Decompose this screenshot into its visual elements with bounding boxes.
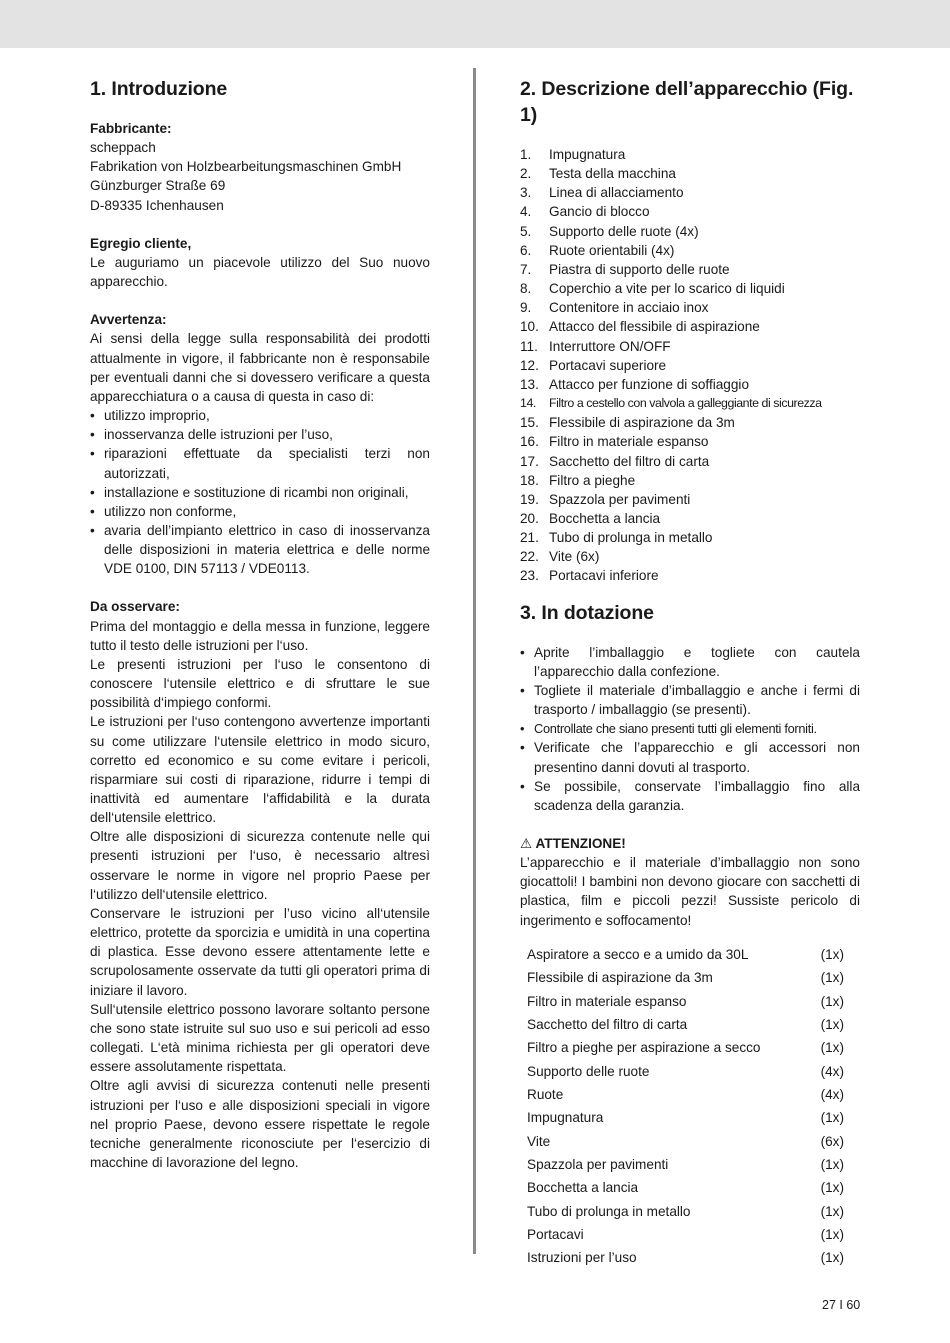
table-row: Bocchetta a lancia (1x) (527, 1180, 844, 1196)
list-item: 7. Piastra di supporto delle ruote (520, 261, 730, 277)
observe-paragraph: Oltre alle disposizioni di sicurezza contenute nelle qui presenti istruzioni per l‘uso, è necessario altresì osservare le norme in vigore nel proprio Paese per l‘utilizzo dell‘utensile elettrico. (90, 829, 430, 902)
list-item: 12. Portacavi superiore (520, 357, 667, 373)
table-row: Ruote (4x) (527, 1087, 844, 1103)
column-divider (473, 68, 476, 1254)
table-row: Filtro in materiale espanso (1x) (527, 993, 844, 1009)
attention-text: L’apparecchio e il materiale d’imballaggio non sono giocattoli! I bambini non devono giocare con sacchetti di plastica, film e piccoli pezzi! Sussiste pericolo di ingerimento e soffocamento! (520, 855, 860, 928)
section-title-descrizione: 2. Descrizione dell’apparecchio (Fig. 1) (520, 78, 854, 126)
observe-block (90, 597, 430, 1172)
table-row: Impugnatura (1x) (527, 1110, 844, 1126)
list-item: • Controllate che siano presenti tutti gli elementi forniti. (520, 719, 860, 738)
list-item: 5. Supporto delle ruote (4x) (520, 223, 699, 239)
list-item: 17. Sacchetto del filtro di carta (520, 453, 710, 469)
list-item: 20. Bocchetta a lancia (520, 510, 661, 526)
observe-paragraph: Le istruzioni per l‘uso contengono avvertenze importanti su come utilizzare l‘utensile elettrico in modo sicuro, corretto ed economico e su come evitare i pericoli, risparmiare sui costi di riparazione, ridurre i tempi di inattività ed aumentare l‘affidabilità e la durata dell‘utensile elettrico. (90, 714, 430, 826)
manufacturer-block (90, 119, 430, 215)
list-item: 1. Impugnatura (520, 147, 626, 162)
section-title-dotazione: 3. In dotazione (520, 601, 654, 624)
attention-block (520, 834, 860, 930)
list-item: 10. Attacco del flessibile di aspirazione (520, 319, 760, 335)
manufacturer-line: Günzburger Straße 69 (90, 178, 226, 194)
list-item: 9. Contenitore in acciaio inox (520, 300, 709, 316)
warning-text: Ai sensi della legge sulla responsabilità dei prodotti attualmente in vigore, il fabbricante non è responsabile per eventuali danni che si dovessero verificare a questa apparecchiatura o a causa di questa in caso di: (90, 331, 430, 404)
list-item: • inosservanza delle istruzioni per l’uso, (90, 425, 430, 444)
warning-triangle-icon: ⚠ (520, 836, 533, 851)
table-row: Vite (6x) (527, 1133, 844, 1149)
list-item: • utilizzo non conforme, (90, 502, 430, 521)
list-item: • utilizzo improprio, (90, 406, 430, 425)
table-row: Supporto delle ruote (4x) (527, 1063, 844, 1079)
page-number: 27 I 60 (822, 1298, 861, 1312)
table-row: Tubo di prolunga in metallo (1x) (527, 1203, 844, 1219)
customer-heading: Egregio cliente, (90, 235, 192, 251)
list-item: • riparazioni effettuate da specialisti terzi non autorizzati, (90, 444, 430, 482)
observe-paragraph: Prima del montaggio e della messa in funzione, leggere tutto il testo delle istruzioni per l‘uso. (90, 618, 430, 653)
list-item: 14. Filtro a cestello con valvola a galleggiante di sicurezza (520, 396, 822, 411)
observe-paragraph: Le presenti istruzioni per l‘uso le consentono di conoscere l‘utensile elettrico e di sfruttare le sue possibilità d‘impiego conformi. (90, 656, 430, 711)
list-item: • Se possibile, conservate l’imballaggio fino alla scadenza della garanzia. (520, 777, 860, 815)
table-row: Flessibile di aspirazione da 3m (1x) (527, 970, 844, 986)
manufacturer-line: Fabrikation von Holzbearbeitungsmaschinen GmbH (90, 159, 402, 175)
manufacturer-heading: Fabbricante: (90, 121, 172, 136)
list-item: 6. Ruote orientabili (4x) (520, 242, 675, 258)
list-item: • avaria dell’impianto elettrico in caso di inosservanza delle disposizioni in materia elettrica e delle norme VDE 0100, DIN 57113 / VDE0113. (90, 521, 430, 578)
customer-text: Le auguriamo un piacevole utilizzo del Suo nuovo apparecchio. (90, 254, 430, 290)
observe-paragraph: Conservare le istruzioni per l’uso vicino all‘utensile elettrico, protette da sporcizia e umidità in una copertina di plastica. Esse devono essere attentamente lette e scrupolosamente osservate da tutti gli operatori prima di iniziare il lavoro. (90, 905, 430, 998)
table-row: Spazzola per pavimenti (1x) (527, 1157, 844, 1173)
section-title-introduzione: 1. Introduzione (90, 78, 228, 100)
warning-block (90, 310, 430, 578)
list-item: 23. Portacavi inferiore (520, 568, 659, 584)
manufacturer-line: D-89335 Ichenhausen (90, 197, 224, 213)
manufacturer-line: scheppach (90, 140, 156, 156)
list-item: 11. Interruttore ON/OFF (520, 338, 671, 354)
list-item: 8. Coperchio a vite per lo scarico di liquidi (520, 281, 785, 297)
list-item: 19. Spazzola per pavimenti (520, 491, 691, 507)
table-row: Portacavi (1x) (527, 1227, 844, 1243)
list-item: • installazione e sostituzione di ricambi non originali, (90, 483, 430, 502)
table-row: Filtro a pieghe per aspirazione a secco (1x) (527, 1040, 844, 1056)
table-row: Istruzioni per l’uso (1x) (527, 1250, 844, 1266)
table-row: Aspiratore a secco e a umido da 30L (1x) (527, 946, 844, 962)
list-item: 13. Attacco per funzione di soffiaggio (520, 376, 750, 392)
left-column (90, 76, 430, 1172)
attention-heading: ⚠ ATTENZIONE! (520, 836, 626, 851)
parts-list (520, 145, 860, 586)
table-row: Sacchetto del filtro di carta (1x) (527, 1016, 844, 1032)
observe-paragraph: Oltre agli avvisi di sicurezza contenuti nelle presenti istruzioni per l‘uso e alle disposizioni speciali in vigore nel proprio Paese, devono essere rispettate le regole tecniche generalmente riconosciute per l‘esercizio di macchine di lavorazione del legno. (90, 1078, 430, 1170)
list-item: • Aprite l’imballaggio e togliete con cautela l’apparecchio dalla confezione. (520, 643, 860, 681)
list-item: 2. Testa della macchina (520, 166, 676, 182)
warning-list (90, 406, 430, 578)
list-item: 21. Tubo di prolunga in metallo (520, 530, 713, 546)
list-item: 22. Vite (6x) (520, 549, 600, 565)
warning-heading: Avvertenza: (90, 312, 167, 328)
list-item: • Togliete il materiale d’imballaggio e anche i fermi di trasporto / imballaggio (se presenti). (520, 681, 860, 719)
list-item: 16. Filtro in materiale espanso (520, 434, 709, 450)
observe-heading: Da osservare: (90, 599, 180, 615)
observe-paragraph: Sull‘utensile elettrico possono lavorare soltanto persone che sono state istruite sul suo uso e sui pericoli ad esso collegati. L‘età minima richiesta per gli operatori deve essere assolutamente rispettata. (90, 1001, 430, 1075)
right-column (520, 76, 860, 1270)
contents-table (527, 943, 845, 1270)
list-item: 4. Gancio di blocco (520, 204, 650, 220)
list-item: 15. Flessibile di aspirazione da 3m (520, 415, 735, 431)
top-header-bar (0, 0, 950, 48)
list-item: 18. Filtro a pieghe (520, 472, 636, 488)
supply-list (520, 643, 860, 815)
list-item: 3. Linea di allacciamento (520, 185, 684, 201)
customer-block (90, 234, 430, 291)
list-item: • Verificate che l’apparecchio e gli accessori non presentino danni dovuti al trasporto. (520, 738, 860, 776)
